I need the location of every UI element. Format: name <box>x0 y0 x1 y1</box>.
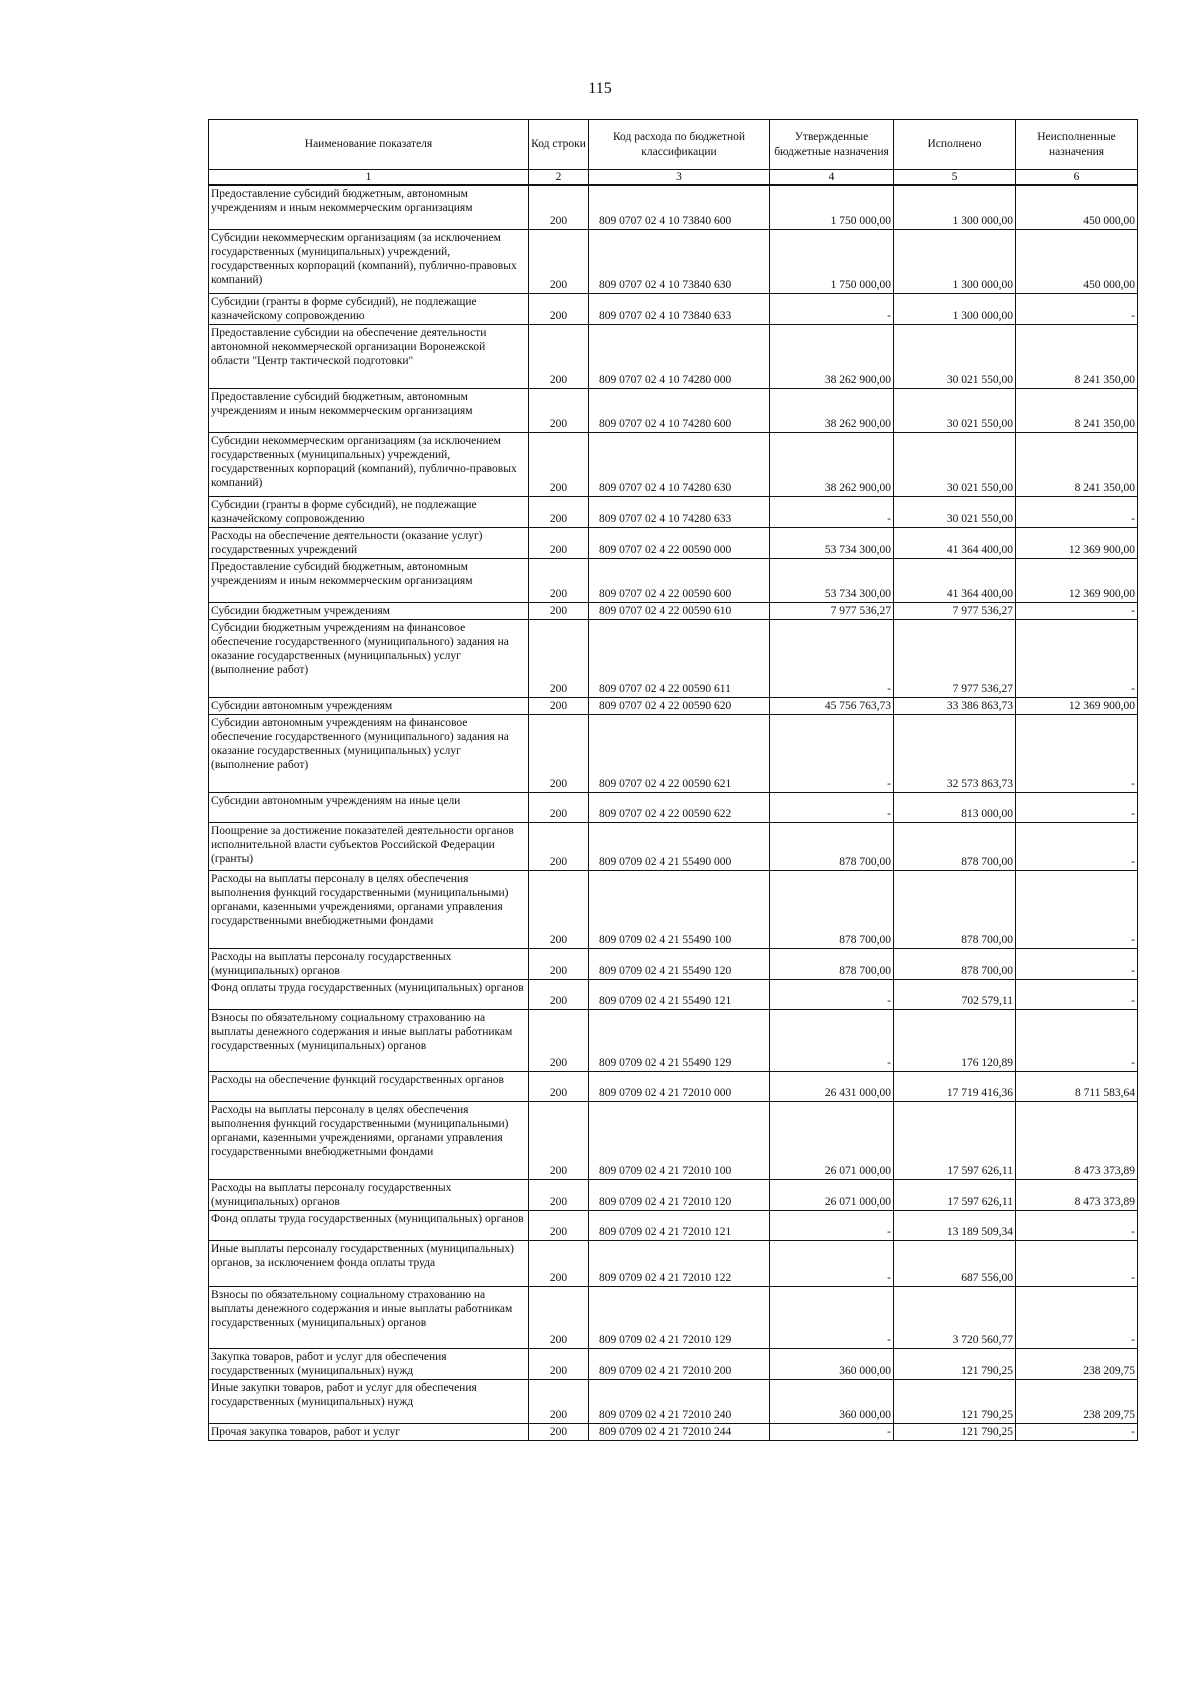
row-unexecuted: - <box>1016 293 1138 324</box>
row-unexecuted: - <box>1016 1210 1138 1240</box>
row-executed: 687 556,00 <box>894 1240 1016 1286</box>
row-name: Прочая закупка товаров, работ и услуг <box>209 1423 529 1440</box>
row-executed: 41 364 400,00 <box>894 527 1016 558</box>
row-unexecuted: - <box>1016 1009 1138 1071</box>
table-row <box>209 697 1138 714</box>
row-line-code: 200 <box>529 185 589 229</box>
row-approved: 53 734 300,00 <box>770 527 894 558</box>
row-name: Расходы на выплаты персоналу государственных (муниципальных) органов <box>209 948 529 979</box>
table-row <box>209 1379 1138 1423</box>
row-name: Расходы на выплаты персоналу в целях обеспечения выполнения функций государственными (муниципальными) органами, казенными учреждениями, органами управления государственными внебюджетными фондами <box>209 1101 529 1179</box>
row-executed: 121 790,25 <box>894 1423 1016 1440</box>
row-name: Закупка товаров, работ и услуг для обеспечения государственных (муниципальных) нужд <box>209 1348 529 1379</box>
column-number: 3 <box>589 170 770 186</box>
row-line-code: 200 <box>529 697 589 714</box>
table-row <box>209 293 1138 324</box>
row-approved: - <box>770 1240 894 1286</box>
row-approved: 1 750 000,00 <box>770 185 894 229</box>
table-row <box>209 822 1138 870</box>
row-executed: 878 700,00 <box>894 948 1016 979</box>
row-unexecuted: 450 000,00 <box>1016 185 1138 229</box>
row-name: Расходы на выплаты персоналу государственных (муниципальных) органов <box>209 1179 529 1210</box>
row-expense-code: 809 0709 02 4 21 55490 100 <box>589 870 770 948</box>
row-name: Субсидии бюджетным учреждениям на финансовое обеспечение государственного (муниципального) задания на оказание государственных (муниципальных) услуг (выполнение работ) <box>209 619 529 697</box>
table-row <box>209 948 1138 979</box>
row-line-code: 200 <box>529 558 589 602</box>
row-line-code: 200 <box>529 1240 589 1286</box>
row-unexecuted: - <box>1016 714 1138 792</box>
column-number: 1 <box>209 170 529 186</box>
row-name: Субсидии автономным учреждениям на финансовое обеспечение государственного (муниципального) задания на оказание государственных (муниципальных) услуг (выполнение работ) <box>209 714 529 792</box>
table-row <box>209 229 1138 293</box>
table-row <box>209 1423 1138 1440</box>
row-executed: 17 597 626,11 <box>894 1101 1016 1179</box>
row-expense-code: 809 0707 02 4 22 00590 620 <box>589 697 770 714</box>
row-approved: 38 262 900,00 <box>770 432 894 496</box>
row-name: Предоставление субсидии на обеспечение деятельности автономной некоммерческой организации Воронежской области "Центр тактической подготовки" <box>209 324 529 388</box>
row-line-code: 200 <box>529 870 589 948</box>
row-executed: 13 189 509,34 <box>894 1210 1016 1240</box>
row-approved: - <box>770 1286 894 1348</box>
row-expense-code: 809 0707 02 4 22 00590 621 <box>589 714 770 792</box>
row-approved: 1 750 000,00 <box>770 229 894 293</box>
table-row <box>209 1240 1138 1286</box>
column-number-row <box>209 170 1138 186</box>
row-unexecuted: 12 369 900,00 <box>1016 527 1138 558</box>
row-expense-code: 809 0707 02 4 10 73840 600 <box>589 185 770 229</box>
row-unexecuted: - <box>1016 1286 1138 1348</box>
column-number: 2 <box>529 170 589 186</box>
row-name: Предоставление субсидий бюджетным, автономным учреждениям и иным некоммерческим организациям <box>209 185 529 229</box>
row-unexecuted: 8 241 350,00 <box>1016 324 1138 388</box>
row-unexecuted: 238 209,75 <box>1016 1348 1138 1379</box>
row-executed: 1 300 000,00 <box>894 185 1016 229</box>
row-line-code: 200 <box>529 979 589 1009</box>
row-line-code: 200 <box>529 1071 589 1101</box>
row-approved: - <box>770 496 894 527</box>
row-line-code: 200 <box>529 527 589 558</box>
header-indicator-name: Наименование показателя <box>209 120 529 170</box>
report-table-wrapper <box>208 119 1137 1441</box>
table-row <box>209 1286 1138 1348</box>
row-line-code: 200 <box>529 1101 589 1179</box>
page-number: 115 <box>588 80 612 97</box>
table-row <box>209 558 1138 602</box>
row-line-code: 200 <box>529 293 589 324</box>
row-expense-code: 809 0709 02 4 21 55490 121 <box>589 979 770 1009</box>
row-line-code: 200 <box>529 388 589 432</box>
table-row <box>209 979 1138 1009</box>
row-approved: 38 262 900,00 <box>770 388 894 432</box>
row-approved: 360 000,00 <box>770 1379 894 1423</box>
row-unexecuted: - <box>1016 792 1138 822</box>
row-approved: - <box>770 293 894 324</box>
row-approved: 878 700,00 <box>770 948 894 979</box>
row-executed: 121 790,25 <box>894 1379 1016 1423</box>
row-expense-code: 809 0709 02 4 21 55490 129 <box>589 1009 770 1071</box>
row-name: Предоставление субсидий бюджетным, автономным учреждениям и иным некоммерческим организациям <box>209 388 529 432</box>
header-unexecuted: Неисполненные назначения <box>1016 120 1138 170</box>
row-executed: 41 364 400,00 <box>894 558 1016 602</box>
row-unexecuted: 12 369 900,00 <box>1016 558 1138 602</box>
row-line-code: 200 <box>529 432 589 496</box>
row-executed: 17 597 626,11 <box>894 1179 1016 1210</box>
row-approved: - <box>770 1210 894 1240</box>
row-line-code: 200 <box>529 324 589 388</box>
row-executed: 7 977 536,27 <box>894 619 1016 697</box>
row-expense-code: 809 0709 02 4 21 55490 120 <box>589 948 770 979</box>
row-executed: 17 719 416,36 <box>894 1071 1016 1101</box>
row-unexecuted: 450 000,00 <box>1016 229 1138 293</box>
row-approved: 26 431 000,00 <box>770 1071 894 1101</box>
table-row <box>209 1179 1138 1210</box>
row-line-code: 200 <box>529 1009 589 1071</box>
row-unexecuted: 238 209,75 <box>1016 1379 1138 1423</box>
row-name: Субсидии автономным учреждениям <box>209 697 529 714</box>
row-expense-code: 809 0707 02 4 10 74280 000 <box>589 324 770 388</box>
row-line-code: 200 <box>529 948 589 979</box>
row-expense-code: 809 0709 02 4 21 72010 129 <box>589 1286 770 1348</box>
row-approved: 26 071 000,00 <box>770 1179 894 1210</box>
table-header-row <box>209 120 1138 170</box>
row-expense-code: 809 0709 02 4 21 72010 240 <box>589 1379 770 1423</box>
row-line-code: 200 <box>529 619 589 697</box>
row-approved: - <box>770 1009 894 1071</box>
row-name: Иные закупки товаров, работ и услуг для обеспечения государственных (муниципальных) нужд <box>209 1379 529 1423</box>
header-approved: Утвержденные бюджетные назначения <box>770 120 894 170</box>
row-name: Фонд оплаты труда государственных (муниципальных) органов <box>209 1210 529 1240</box>
row-expense-code: 809 0707 02 4 10 74280 633 <box>589 496 770 527</box>
row-name: Субсидии некоммерческим организациям (за исключением государственных (муниципальных) учреждений, государственных корпораций (компаний), публично-правовых компаний) <box>209 432 529 496</box>
row-executed: 121 790,25 <box>894 1348 1016 1379</box>
row-expense-code: 809 0709 02 4 21 72010 100 <box>589 1101 770 1179</box>
row-name: Расходы на выплаты персоналу в целях обеспечения выполнения функций государственными (муниципальными) органами, казенными учреждениями, органами управления государственными внебюджетными фондами <box>209 870 529 948</box>
table-row <box>209 619 1138 697</box>
row-unexecuted: - <box>1016 822 1138 870</box>
table-row <box>209 714 1138 792</box>
row-line-code: 200 <box>529 1379 589 1423</box>
table-row <box>209 432 1138 496</box>
row-approved: 26 071 000,00 <box>770 1101 894 1179</box>
row-approved: - <box>770 619 894 697</box>
row-executed: 30 021 550,00 <box>894 496 1016 527</box>
row-line-code: 200 <box>529 1423 589 1440</box>
row-expense-code: 809 0709 02 4 21 72010 200 <box>589 1348 770 1379</box>
row-approved: 878 700,00 <box>770 870 894 948</box>
row-expense-code: 809 0709 02 4 21 72010 244 <box>589 1423 770 1440</box>
row-line-code: 200 <box>529 1179 589 1210</box>
table-row <box>209 324 1138 388</box>
row-executed: 32 573 863,73 <box>894 714 1016 792</box>
row-line-code: 200 <box>529 1286 589 1348</box>
row-approved: - <box>770 792 894 822</box>
row-executed: 3 720 560,77 <box>894 1286 1016 1348</box>
column-number: 6 <box>1016 170 1138 186</box>
row-unexecuted: - <box>1016 496 1138 527</box>
row-approved: 53 734 300,00 <box>770 558 894 602</box>
row-expense-code: 809 0707 02 4 22 00590 622 <box>589 792 770 822</box>
row-executed: 1 300 000,00 <box>894 229 1016 293</box>
row-line-code: 200 <box>529 714 589 792</box>
table-row <box>209 1071 1138 1101</box>
row-line-code: 200 <box>529 496 589 527</box>
row-executed: 30 021 550,00 <box>894 432 1016 496</box>
row-name: Взносы по обязательному социальному страхованию на выплаты денежного содержания и иные выплаты работникам государственных (муниципальных) органов <box>209 1009 529 1071</box>
row-executed: 878 700,00 <box>894 870 1016 948</box>
row-executed: 1 300 000,00 <box>894 293 1016 324</box>
row-expense-code: 809 0707 02 4 22 00590 611 <box>589 619 770 697</box>
header-executed: Исполнено <box>894 120 1016 170</box>
table-row <box>209 870 1138 948</box>
table-body <box>209 185 1138 1440</box>
table-row <box>209 185 1138 229</box>
row-name: Субсидии бюджетным учреждениям <box>209 602 529 619</box>
row-line-code: 200 <box>529 792 589 822</box>
row-expense-code: 809 0707 02 4 10 74280 630 <box>589 432 770 496</box>
row-unexecuted: - <box>1016 1423 1138 1440</box>
column-number: 4 <box>770 170 894 186</box>
row-approved: 7 977 536,27 <box>770 602 894 619</box>
row-unexecuted: 8 711 583,64 <box>1016 1071 1138 1101</box>
table-row <box>209 1009 1138 1071</box>
row-expense-code: 809 0707 02 4 22 00590 000 <box>589 527 770 558</box>
row-executed: 878 700,00 <box>894 822 1016 870</box>
table-row <box>209 496 1138 527</box>
row-approved: 45 756 763,73 <box>770 697 894 714</box>
table-row <box>209 388 1138 432</box>
table-row <box>209 1101 1138 1179</box>
table-row <box>209 602 1138 619</box>
row-expense-code: 809 0707 02 4 10 73840 630 <box>589 229 770 293</box>
row-name: Субсидии (гранты в форме субсидий), не подлежащие казначейскому сопровождению <box>209 293 529 324</box>
row-unexecuted: - <box>1016 1240 1138 1286</box>
row-name: Иные выплаты персоналу государственных (муниципальных) органов, за исключением фонда оплаты труда <box>209 1240 529 1286</box>
table-row <box>209 1210 1138 1240</box>
row-expense-code: 809 0709 02 4 21 72010 122 <box>589 1240 770 1286</box>
row-name: Поощрение за достижение показателей деятельности органов исполнительной власти субъектов Российской Федерации (гранты) <box>209 822 529 870</box>
row-approved: 878 700,00 <box>770 822 894 870</box>
row-executed: 30 021 550,00 <box>894 388 1016 432</box>
row-expense-code: 809 0709 02 4 21 72010 000 <box>589 1071 770 1101</box>
row-expense-code: 809 0709 02 4 21 72010 121 <box>589 1210 770 1240</box>
row-name: Субсидии (гранты в форме субсидий), не подлежащие казначейскому сопровождению <box>209 496 529 527</box>
row-unexecuted: 12 369 900,00 <box>1016 697 1138 714</box>
row-unexecuted: - <box>1016 870 1138 948</box>
header-line-code: Код строки <box>529 120 589 170</box>
row-unexecuted: 8 241 350,00 <box>1016 432 1138 496</box>
table-row <box>209 1348 1138 1379</box>
row-line-code: 200 <box>529 602 589 619</box>
row-line-code: 200 <box>529 1210 589 1240</box>
table-row <box>209 792 1138 822</box>
row-executed: 30 021 550,00 <box>894 324 1016 388</box>
row-unexecuted: - <box>1016 602 1138 619</box>
row-unexecuted: 8 473 373,89 <box>1016 1179 1138 1210</box>
row-unexecuted: 8 241 350,00 <box>1016 388 1138 432</box>
row-expense-code: 809 0709 02 4 21 72010 120 <box>589 1179 770 1210</box>
row-unexecuted: - <box>1016 619 1138 697</box>
row-approved: 360 000,00 <box>770 1348 894 1379</box>
row-expense-code: 809 0707 02 4 10 74280 600 <box>589 388 770 432</box>
row-line-code: 200 <box>529 822 589 870</box>
row-expense-code: 809 0707 02 4 10 73840 633 <box>589 293 770 324</box>
row-executed: 7 977 536,27 <box>894 602 1016 619</box>
header-expense-code: Код расхода по бюджетной классификации <box>589 120 770 170</box>
row-name: Расходы на обеспечение функций государственных органов <box>209 1071 529 1101</box>
row-approved: - <box>770 1423 894 1440</box>
row-line-code: 200 <box>529 229 589 293</box>
row-name: Предоставление субсидий бюджетным, автономным учреждениям и иным некоммерческим организациям <box>209 558 529 602</box>
budget-execution-table <box>208 119 1138 1441</box>
row-name: Фонд оплаты труда государственных (муниципальных) органов <box>209 979 529 1009</box>
row-name: Расходы на обеспечение деятельности (оказание услуг) государственных учреждений <box>209 527 529 558</box>
row-unexecuted: 8 473 373,89 <box>1016 1101 1138 1179</box>
row-unexecuted: - <box>1016 979 1138 1009</box>
row-name: Субсидии автономным учреждениям на иные цели <box>209 792 529 822</box>
row-expense-code: 809 0709 02 4 21 55490 000 <box>589 822 770 870</box>
row-approved: 38 262 900,00 <box>770 324 894 388</box>
row-approved: - <box>770 714 894 792</box>
row-executed: 813 000,00 <box>894 792 1016 822</box>
row-executed: 33 386 863,73 <box>894 697 1016 714</box>
column-number: 5 <box>894 170 1016 186</box>
row-expense-code: 809 0707 02 4 22 00590 600 <box>589 558 770 602</box>
row-approved: - <box>770 979 894 1009</box>
row-name: Взносы по обязательному социальному страхованию на выплаты денежного содержания и иные выплаты работникам государственных (муниципальных) органов <box>209 1286 529 1348</box>
table-row <box>209 527 1138 558</box>
row-expense-code: 809 0707 02 4 22 00590 610 <box>589 602 770 619</box>
row-name: Субсидии некоммерческим организациям (за исключением государственных (муниципальных) учреждений, государственных корпораций (компаний), публично-правовых компаний) <box>209 229 529 293</box>
row-unexecuted: - <box>1016 948 1138 979</box>
row-executed: 176 120,89 <box>894 1009 1016 1071</box>
row-line-code: 200 <box>529 1348 589 1379</box>
row-executed: 702 579,11 <box>894 979 1016 1009</box>
